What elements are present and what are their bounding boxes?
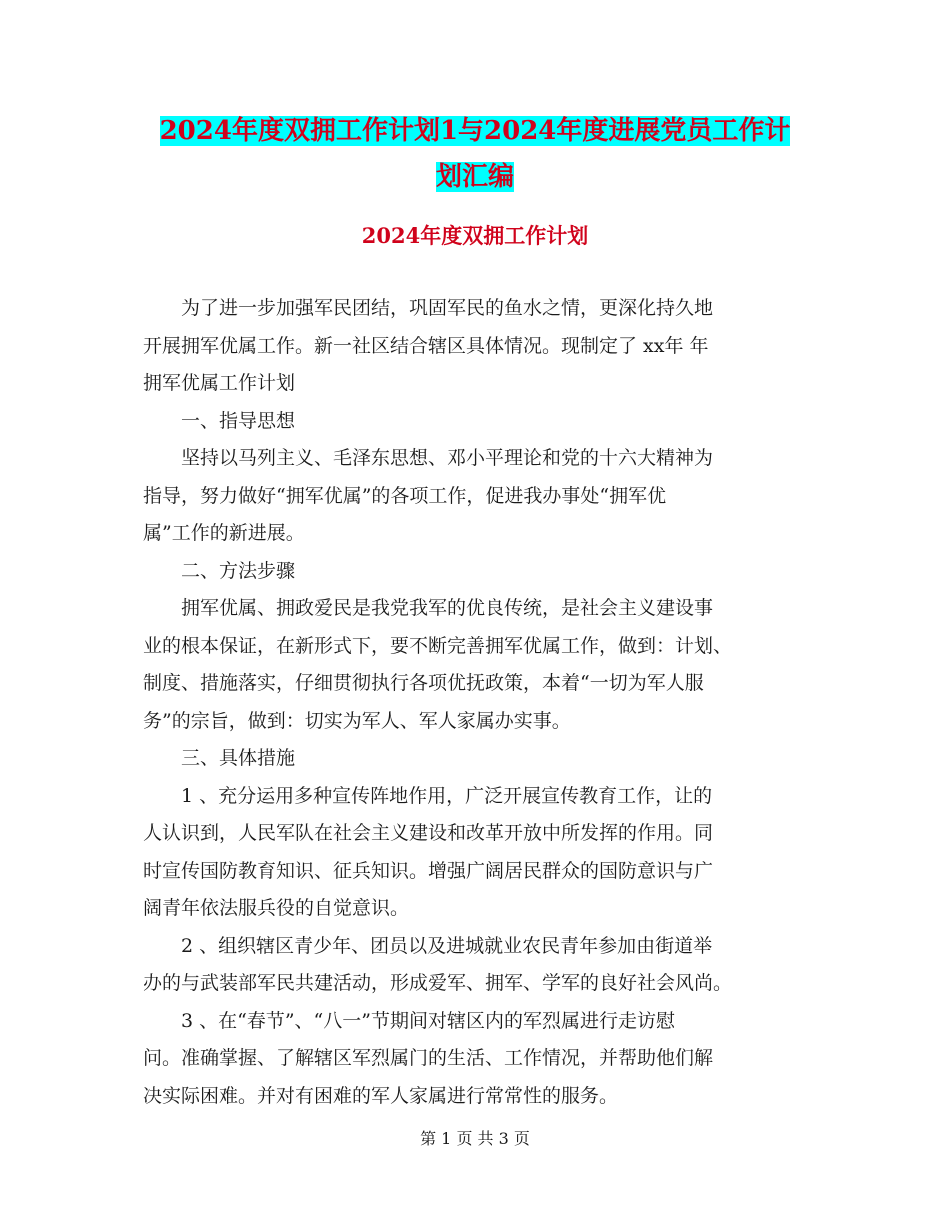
text-line: 制度、措施落实，仔细贯彻执行各项优抚政策，本着“一切为军人服 [143, 672, 704, 694]
heading-method-steps [143, 553, 808, 591]
text-line: 三、具体措施 [143, 747, 296, 769]
title-highlight: 2024年度双拥工作计划1与2024年度进展党员工作计 [159, 116, 791, 146]
paragraph-measure-1 [143, 778, 808, 928]
heading-specific-measures [143, 740, 808, 778]
text-line: 务”的宗旨，做到：切实为军人、军人家属办实事。 [143, 709, 571, 732]
text-line: 3 、在“春节”、“八一”节期间对辖区内的军烈属进行走访慰 [143, 1009, 675, 1032]
section-title: 2024年度双拥工作计划 [361, 223, 589, 248]
text-line: 拥军优属工作计划 [143, 372, 296, 394]
text-line: 业的根本保证，在新形式下，要不断完善拥军优属工作，做到：计划、 [143, 634, 733, 657]
text-line: 属”工作的新进展。 [143, 522, 305, 544]
text-line: 人认识到，人民军队在社会主义建设和改革开放中所发挥的作用。同 [143, 822, 714, 844]
document-title-line-2 [0, 154, 950, 200]
text-line: 开展拥军优属工作。新一社区结合辖区具体情况。现制定了 xx年 年 [143, 334, 709, 357]
paragraph-intro [143, 290, 808, 403]
paragraph-method-steps [143, 590, 808, 740]
document-body [143, 290, 808, 1115]
text-line: 1 、充分运用多种宣传阵地作用，广泛开展宣传教育工作，让的 [143, 784, 713, 807]
text-line: 二、方法步骤 [143, 559, 296, 582]
text-line: 办的与武装部军民共建活动，形成爱军、拥军、学军的良好社会风尚。 [143, 972, 733, 994]
text-line: 阔青年依法服兵役的自觉意识。 [143, 897, 410, 919]
text-line: 指导，努力做好“拥军优属”的各项工作，促进我办事处“拥军优 [143, 484, 667, 507]
text-line: 拥军优属、拥政爱民是我党我军的优良传统，是社会主义建设事 [143, 597, 714, 619]
document-title [0, 108, 950, 200]
title-highlight: 划汇编 [435, 162, 514, 192]
text-line: 决实际困难。并对有困难的军人家属进行常常性的服务。 [143, 1084, 619, 1107]
document-title-line-1 [0, 108, 950, 154]
heading-guiding-thought [143, 403, 808, 441]
paragraph-guiding-thought [143, 440, 808, 553]
text-line: 坚持以马列主义、毛泽东思想、邓小平理论和党的十六大精神为 [143, 447, 714, 469]
paragraph-measure-2 [143, 928, 808, 1003]
text-line: 为了进一步加强军民团结，巩固军民的鱼水之情，更深化持久地 [143, 297, 714, 319]
text-line: 时宣传国防教育知识、征兵知识。增强广阔居民群众的国防意识与广 [143, 859, 714, 882]
text-line: 2 、组织辖区青少年、团员以及进城就业农民青年参加由街道举 [143, 934, 713, 957]
paragraph-measure-3 [143, 1003, 808, 1116]
text-line: 一、指导思想 [143, 409, 296, 432]
text-line: 问。准确掌握、了解辖区军烈属门的生活、工作情况，并帮助他们解 [143, 1047, 714, 1069]
page-number-footer: 第 1 页 共 3 页 [420, 1129, 530, 1148]
